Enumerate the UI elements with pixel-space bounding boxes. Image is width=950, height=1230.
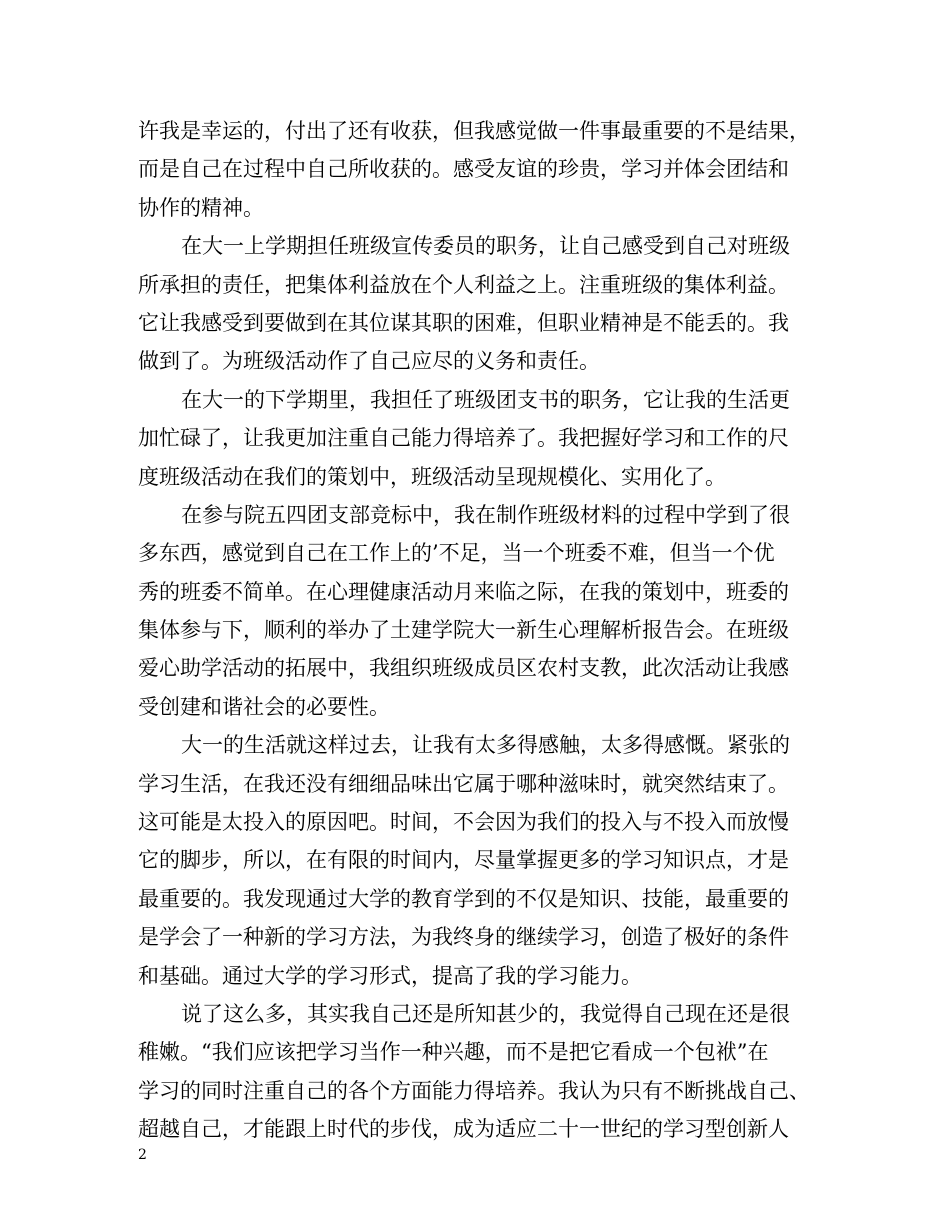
text-line: 和基础。通过大学的学习形式，提高了我的学习能力。: [138, 963, 642, 988]
text-line: 稚嫩。“我们应该把学习当作一种兴趣，而不是把它看成一个包袱”在: [138, 1040, 769, 1065]
text-line: 是学会了一种新的学习方法，为我终身的继续学习，创造了极好的条件: [138, 925, 789, 950]
text-line: 超越自己，才能跟上时代的步伐，成为适应二十一世纪的学习型创新人: [138, 1117, 789, 1142]
text-line: 在大一上学期担任班级宣传委员的职务，让自己感受到自己对班级: [181, 234, 790, 259]
text-line: 多东西，感觉到自己在工作上的’不足，当一个班委不难，但当一个优: [138, 541, 775, 566]
text-line: 在大一的下学期里，我担任了班级团支书的职务，它让我的生活更: [181, 387, 790, 412]
text-line: 这可能是太投入的原因吧。时间，不会因为我们的投入与不投入而放慢: [138, 810, 789, 835]
text-line: 学习的同时注重自己的各个方面能力得培养。我认为只有不断挑战自己、: [138, 1078, 810, 1103]
text-line: 度班级活动在我们的策划中，班级活动呈现规模化、实用化了。: [138, 464, 726, 489]
text-line: 在参与院五四团支部竞标中，我在制作班级材料的过程中学到了很: [181, 502, 790, 527]
text-line: 所承担的责任，把集体利益放在个人利益之上。注重班级的集体利益。: [138, 272, 789, 297]
text-line: 协作的精神。: [138, 195, 264, 220]
text-line: 它让我感受到要做到在其位谋其职的困难，但职业精神是不能丢的。我: [138, 310, 789, 335]
text-line: 说了这么多，其实我自己还是所知甚少的，我觉得自己现在还是很: [181, 1001, 790, 1026]
text-line: 加忙碌了，让我更加注重自己能力得培养了。我把握好学习和工作的尺: [138, 426, 789, 451]
page-number: 2: [138, 1147, 147, 1163]
text-line: 集体参与下，顺利的举办了土建学院大一新生心理解析报告会。在班级: [138, 618, 789, 643]
text-line: 爱心助学活动的拓展中，我组织班级成员区农村支教，此次活动让我感: [138, 656, 789, 681]
text-line: 大一的生活就这样过去，让我有太多得感触，太多得感慨。紧张的: [181, 733, 790, 758]
text-line: 做到了。为班级活动作了自己应尽的义务和责任。: [138, 349, 600, 374]
text-line: 最重要的。我发现通过大学的教育学到的不仅是知识、技能，最重要的: [138, 886, 789, 911]
text-line: 学习生活，在我还没有细细品味出它属于哪种滋味时，就突然结束了。: [138, 771, 789, 796]
text-line: 它的脚步，所以，在有限的时间内，尽量掌握更多的学习知识点，才是: [138, 848, 789, 873]
text-line: 而是自己在过程中自己所收获的。感受友谊的珍贵，学习并体会团结和: [138, 157, 789, 182]
text-line: 秀的班委不简单。在心理健康活动月来临之际，在我的策划中，班委的: [138, 579, 789, 604]
body-text: [138, 112, 818, 1149]
text-line: 受创建和谐社会的必要性。: [138, 694, 390, 719]
text-line: 许我是幸运的，付出了还有收获，但我感觉做一件事最重要的不是结果，: [138, 119, 810, 143]
